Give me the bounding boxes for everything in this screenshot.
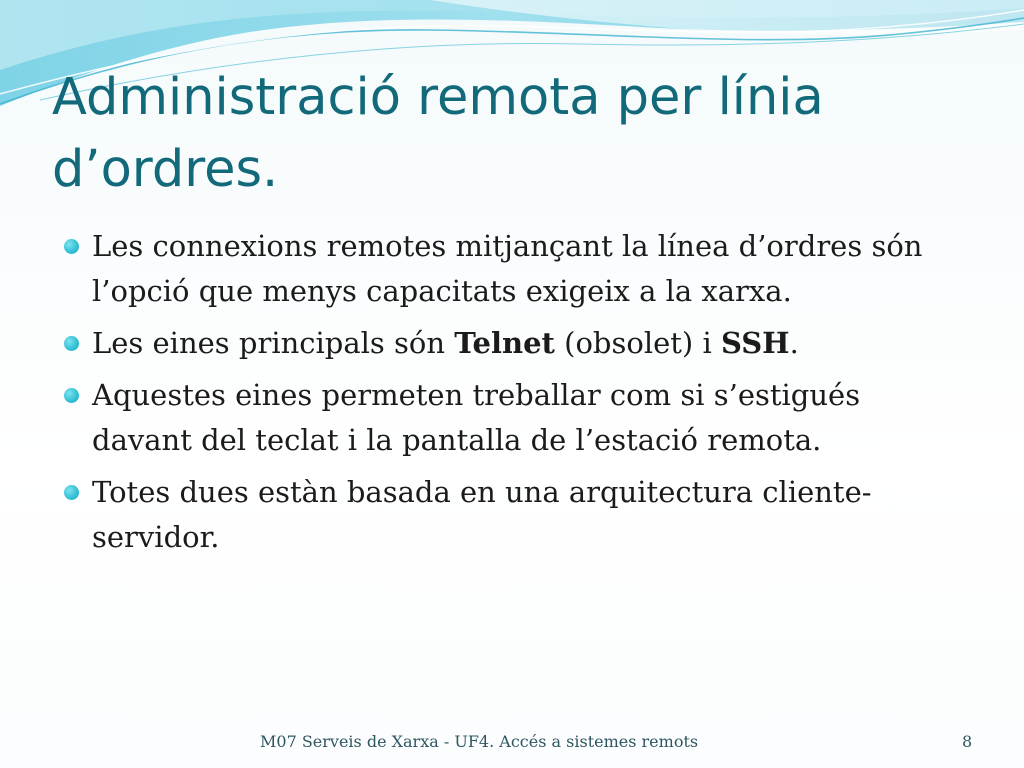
bullet-item bbox=[62, 470, 942, 560]
bullet-text-segment: (obsolet) i bbox=[554, 326, 721, 360]
bullet-dot-icon bbox=[64, 485, 79, 500]
page-number: 8 bbox=[962, 732, 973, 751]
bullet-dot-icon bbox=[64, 388, 79, 403]
bullet-dot-icon bbox=[64, 239, 79, 254]
bullet-dot-icon bbox=[64, 336, 79, 351]
bullet-item bbox=[62, 321, 942, 366]
bullet-text: Aquestes eines permeten treballar com si s’estigués davant del teclat i la pantalla de l’estació remota. bbox=[92, 378, 861, 457]
bullet-list bbox=[62, 224, 942, 567]
bullet-item bbox=[62, 224, 942, 314]
bullet-bold-ssh: SSH bbox=[720, 326, 790, 360]
bullet-item bbox=[62, 373, 942, 463]
bullet-text: Totes dues estàn basada en una arquitectura cliente-servidor. bbox=[92, 475, 872, 554]
bullet-text: Les connexions remotes mitjançant la línea d’ordres són l’opció que menys capacitats exigeix a la xarxa. bbox=[92, 229, 923, 308]
bullet-bold-telnet: Telnet bbox=[454, 326, 555, 360]
bullet-text-segment: . bbox=[789, 326, 799, 360]
footer-text: M07 Serveis de Xarxa - UF4. Accés a sistemes remots bbox=[260, 732, 699, 751]
slide-title: Administració remota per línia d’ordres. bbox=[52, 68, 824, 199]
bullet-text-segment: Les eines principals són bbox=[92, 326, 455, 360]
